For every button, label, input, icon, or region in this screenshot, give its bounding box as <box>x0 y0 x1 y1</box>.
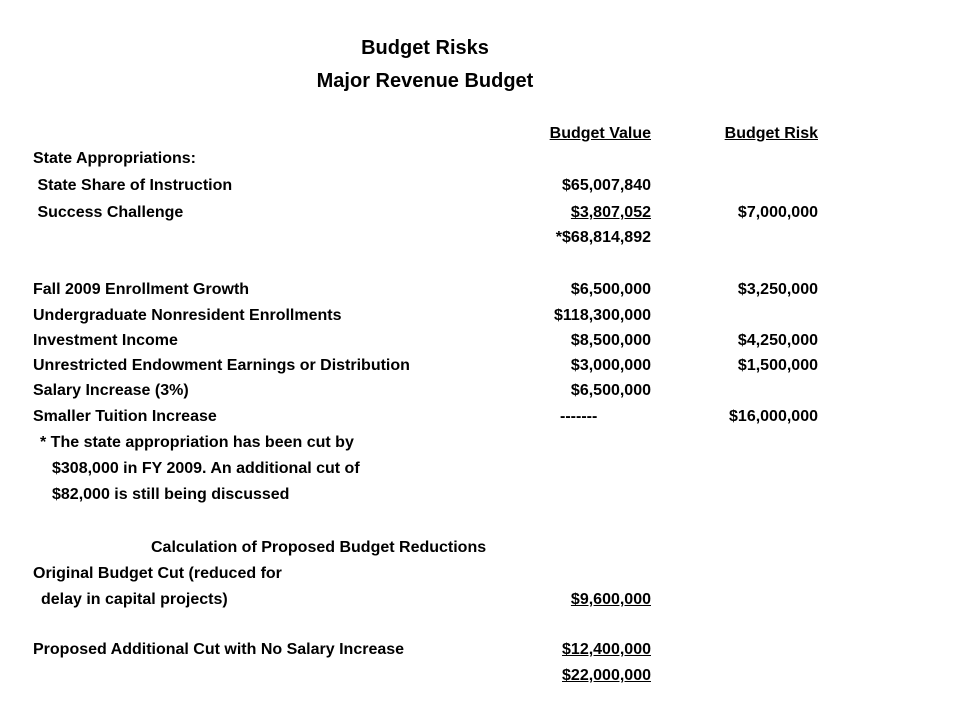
footnote-line: * The state appropriation has been cut by <box>40 434 354 451</box>
reductions-heading: Calculation of Proposed Budget Reductions <box>151 539 487 556</box>
row-label: Salary Increase (3%) <box>33 382 189 399</box>
row-budget-risk: $4,250,000 <box>737 332 818 349</box>
row-budget-risk: $16,000,000 <box>729 408 818 425</box>
original-cut-label-line2: delay in capital projects) <box>41 591 228 608</box>
section-label-state-appropriations: State Appropriations: <box>33 150 196 167</box>
row-budget-risk: $7,000,000 <box>737 204 818 221</box>
row-label: Fall 2009 Enrollment Growth <box>33 281 250 298</box>
row-budget-value: $8,500,000 <box>570 332 651 349</box>
row-budget-value: $3,000,000 <box>570 357 651 374</box>
row-budget-value: $6,500,000 <box>570 281 651 298</box>
row-label: State Share of Instruction <box>33 177 233 194</box>
row-label: Undergraduate Nonresident Enrollments <box>33 307 342 324</box>
footnote-line: $82,000 is still being discussed <box>52 486 290 503</box>
additional-cut-value: $12,400,000 <box>562 641 651 658</box>
row-budget-value: $3,807,052 <box>570 204 651 221</box>
column-header-budget-risk: Budget Risk <box>724 125 818 142</box>
state-appropriations-subtotal: *$68,814,892 <box>555 229 651 246</box>
additional-cut-label: Proposed Additional Cut with No Salary Increase <box>33 641 405 658</box>
row-budget-risk: $1,500,000 <box>737 357 818 374</box>
page-title: Budget Risks <box>361 37 489 59</box>
row-budget-risk: $3,250,000 <box>737 281 818 298</box>
page-subtitle: Major Revenue Budget <box>316 70 534 92</box>
row-budget-value: $65,007,840 <box>562 177 651 194</box>
row-budget-value: $6,500,000 <box>570 382 651 399</box>
reductions-total-value: $22,000,000 <box>562 667 651 684</box>
row-budget-value: $118,300,000 <box>554 307 651 324</box>
original-cut-value: $9,600,000 <box>570 591 651 608</box>
column-header-budget-value: Budget Value <box>549 125 651 142</box>
row-label: Unrestricted Endowment Earnings or Distribution <box>33 357 410 374</box>
footnote-line: $308,000 in FY 2009. An additional cut of <box>52 460 360 477</box>
original-cut-label: Original Budget Cut (reduced for <box>33 565 282 582</box>
row-budget-value: ------- <box>560 408 598 425</box>
row-label: Investment Income <box>33 332 178 349</box>
row-label: Smaller Tuition Increase <box>33 408 217 425</box>
row-label: Success Challenge <box>33 204 184 221</box>
